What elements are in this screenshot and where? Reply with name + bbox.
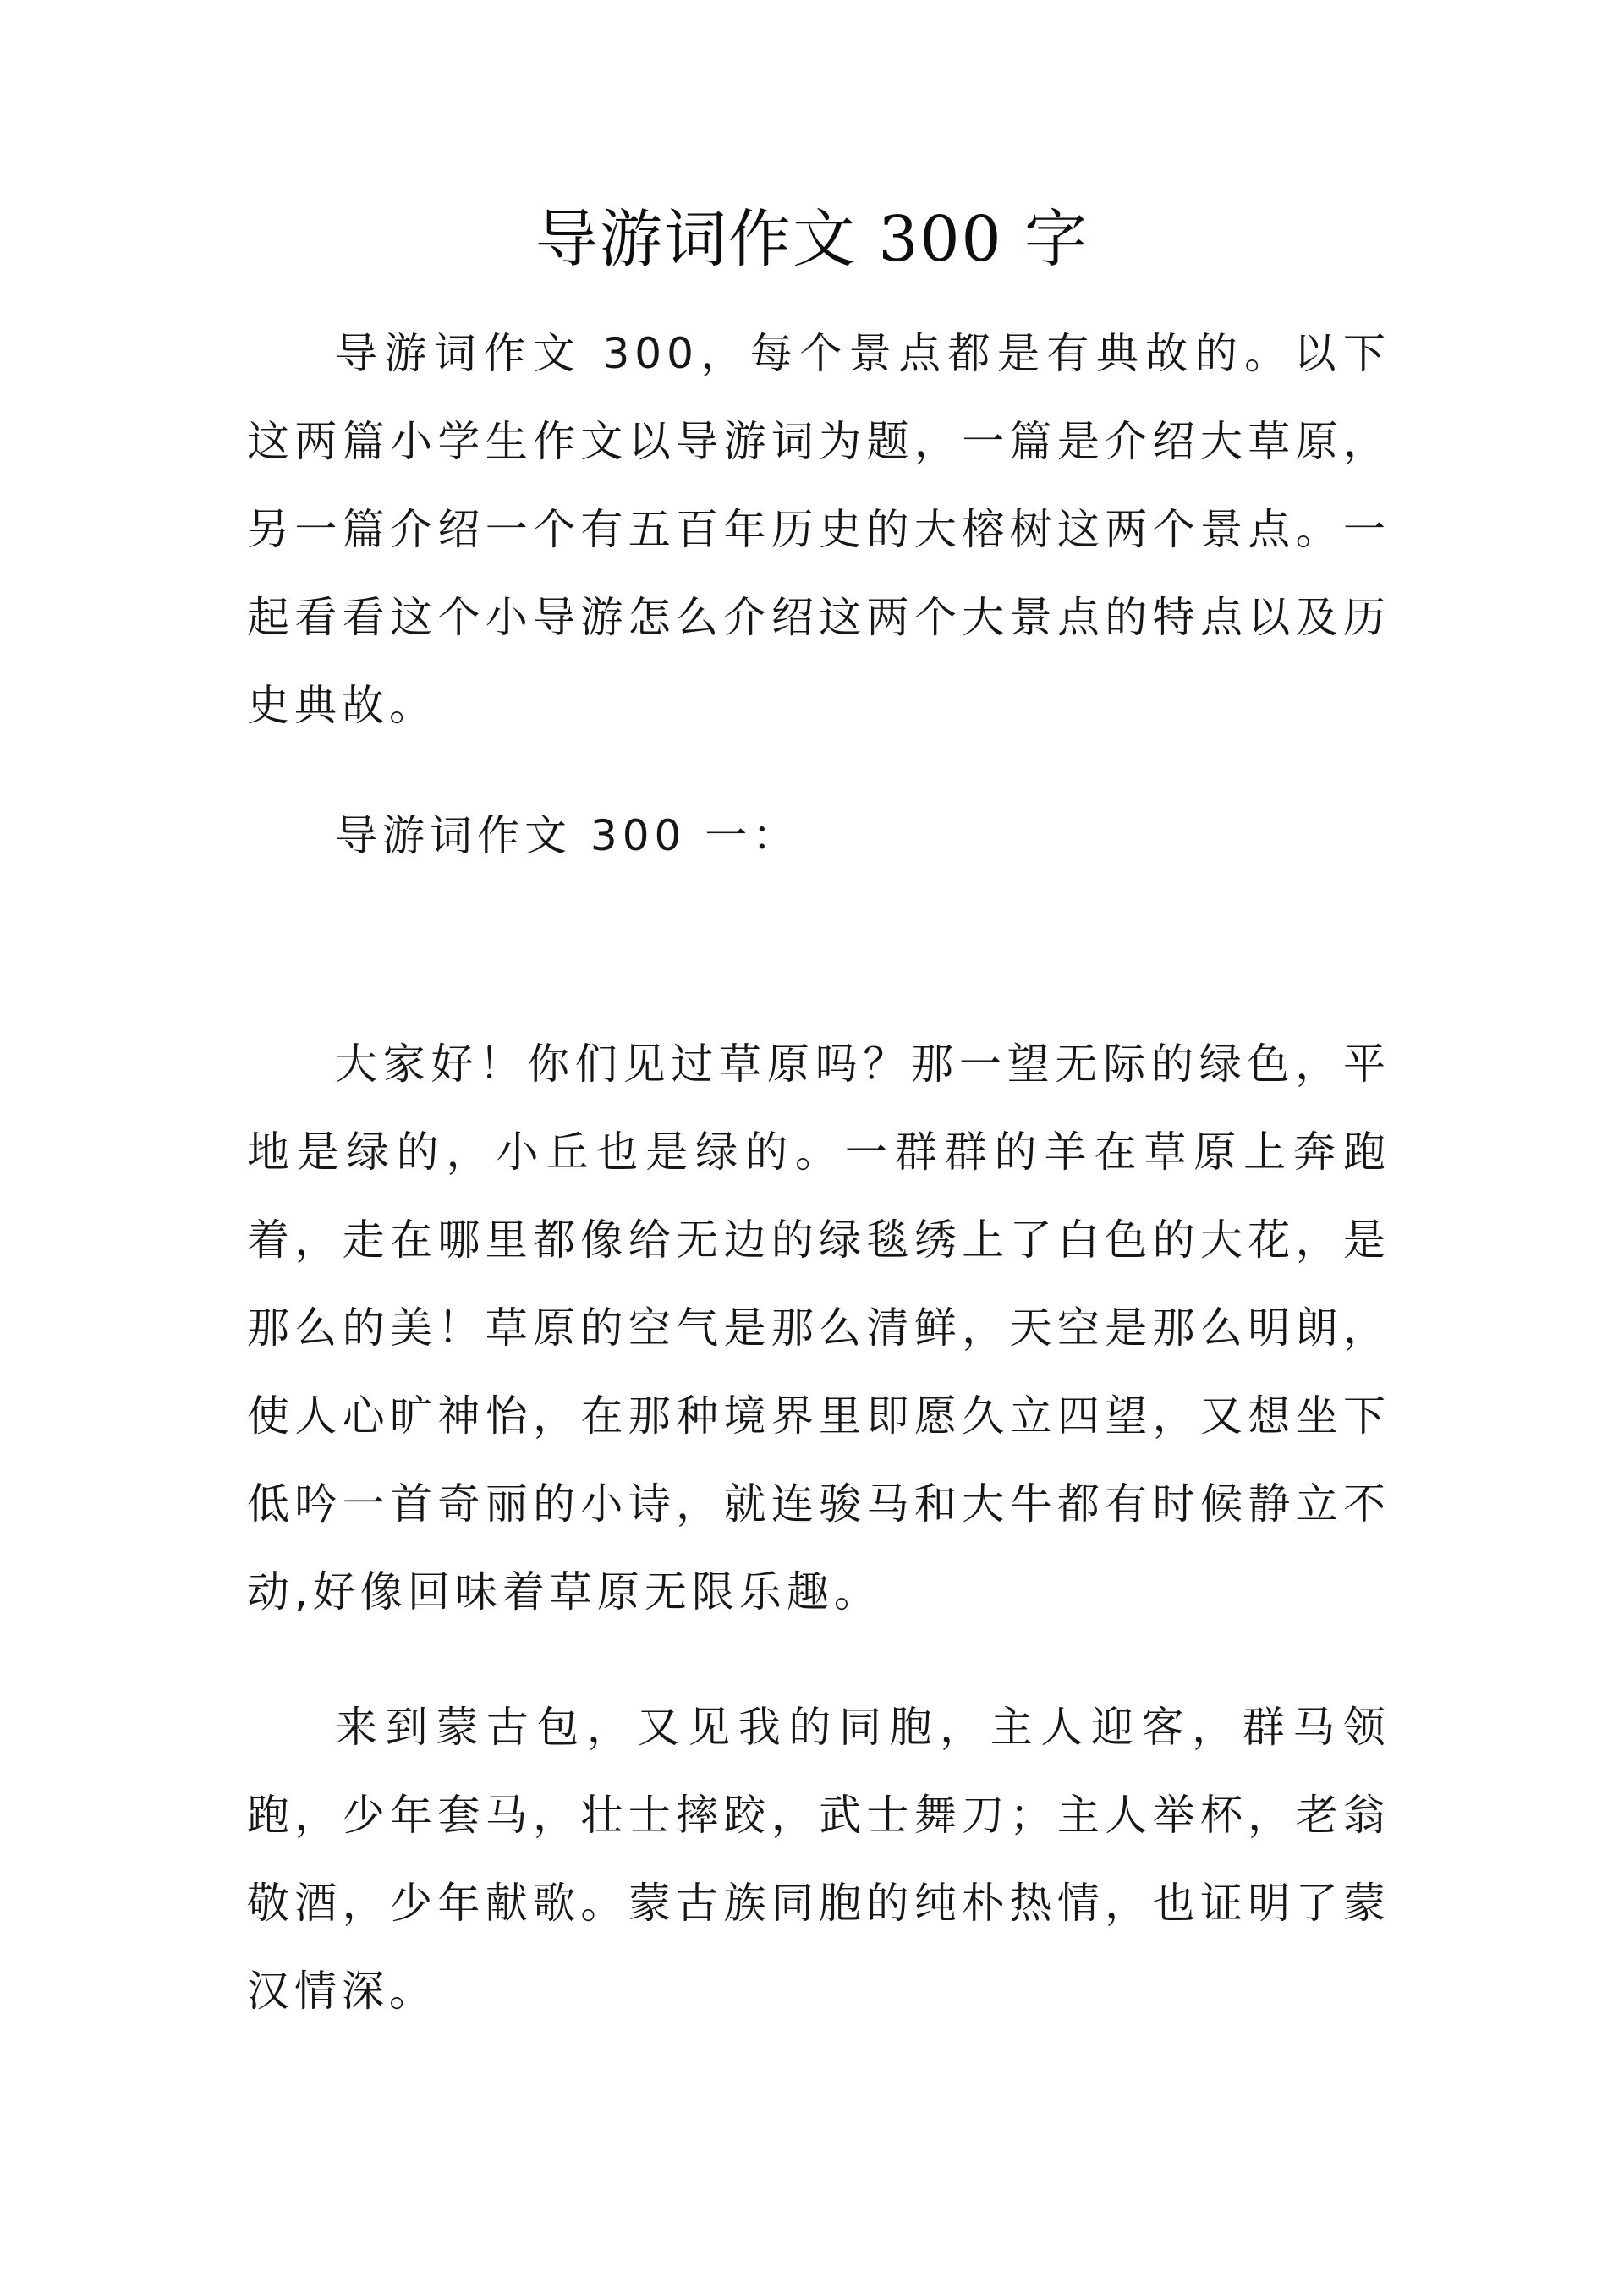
intro-paragraph: 导游词作文 300，每个景点都是有典故的。以下这两篇小学生作文以导游词为题，一篇是介绍大草原，另一篇介绍一个有五百年历史的大榕树这两个景点。一起看看这个小导游怎么介绍这两个大景点的特点以及历史典故。	[247, 329, 1391, 730]
section-heading: 导游词作文 300 一：	[335, 811, 800, 860]
document-title: 导游词作文 300 字	[535, 203, 1089, 276]
body-paragraph-grassland: 大家好！你们见过草原吗？那一望无际的绿色，平地是绿的，小丘也是绿的。一群群的羊在草原上奔跑着，走在哪里都像给无边的绿毯绣上了白色的大花，是那么的美！草原的空气是那么清鲜，天空是那么明朗，使人心旷神怡，在那种境界里即愿久立四望，又想坐下低吟一首奇丽的小诗，就连骏马和大牛都有时候静立不动,好像回味着草原无限乐趣。	[247, 1040, 1391, 1616]
body-paragraph-yurt: 来到蒙古包，又见我的同胞，主人迎客，群马领跑，少年套马，壮士摔跤，武士舞刀；主人举杯，老翁敬酒，少年献歌。蒙古族同胞的纯朴热情，也证明了蒙汉情深。	[247, 1703, 1391, 2016]
